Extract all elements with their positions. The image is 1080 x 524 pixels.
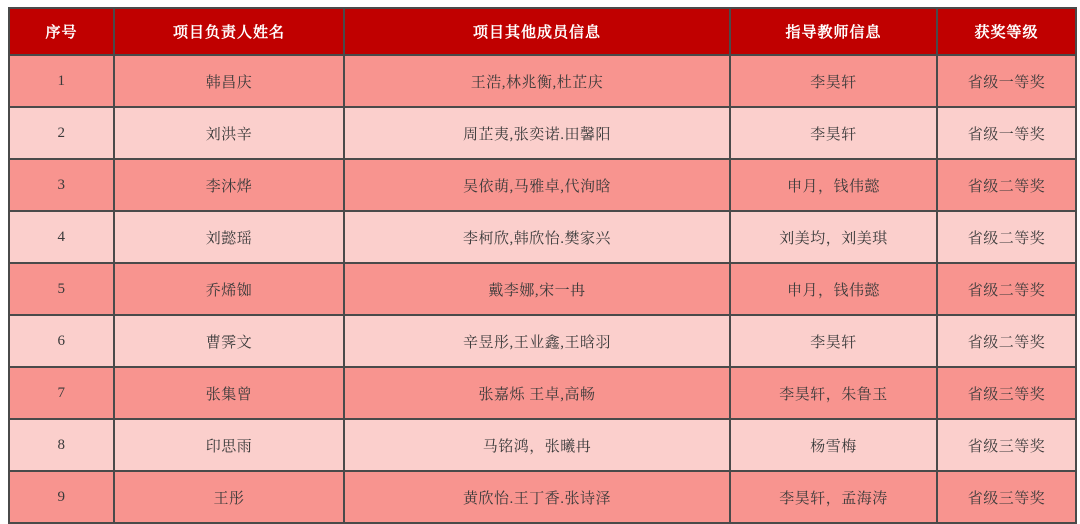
cell-award-level: 省级一等奖 bbox=[937, 107, 1076, 159]
table-row bbox=[9, 159, 1076, 211]
column-header-members: 项目其他成员信息 bbox=[344, 8, 730, 55]
cell-members: 张嘉烁 王卓,高畅 bbox=[344, 367, 730, 419]
table-row bbox=[9, 107, 1076, 159]
cell-leader-name: 刘洪辛 bbox=[114, 107, 344, 159]
cell-index: 9 bbox=[9, 471, 114, 523]
cell-teachers: 杨雪梅 bbox=[730, 419, 937, 471]
cell-leader-name: 张集曾 bbox=[114, 367, 344, 419]
cell-award-level: 省级一等奖 bbox=[937, 55, 1076, 107]
table-row bbox=[9, 55, 1076, 107]
cell-index: 5 bbox=[9, 263, 114, 315]
cell-leader-name: 刘懿瑶 bbox=[114, 211, 344, 263]
cell-members: 辛昱彤,王业鑫,王晗羽 bbox=[344, 315, 730, 367]
table-row bbox=[9, 367, 1076, 419]
cell-members: 周芷夷,张奕诺.田馨阳 bbox=[344, 107, 730, 159]
cell-members: 李柯欣,韩欣怡.樊家兴 bbox=[344, 211, 730, 263]
cell-index: 2 bbox=[9, 107, 114, 159]
table-body bbox=[9, 55, 1076, 523]
cell-leader-name: 印思雨 bbox=[114, 419, 344, 471]
cell-award-level: 省级三等奖 bbox=[937, 471, 1076, 523]
table-row bbox=[9, 471, 1076, 523]
cell-index: 4 bbox=[9, 211, 114, 263]
cell-index: 3 bbox=[9, 159, 114, 211]
cell-award-level: 省级二等奖 bbox=[937, 159, 1076, 211]
cell-leader-name: 乔烯铷 bbox=[114, 263, 344, 315]
cell-award-level: 省级二等奖 bbox=[937, 263, 1076, 315]
column-header-leader: 项目负责人姓名 bbox=[114, 8, 344, 55]
cell-members: 吴依萌,马雅卓,代洵晗 bbox=[344, 159, 730, 211]
cell-leader-name: 王彤 bbox=[114, 471, 344, 523]
column-header-index: 序号 bbox=[9, 8, 114, 55]
cell-award-level: 省级三等奖 bbox=[937, 367, 1076, 419]
cell-award-level: 省级二等奖 bbox=[937, 211, 1076, 263]
cell-members: 马铭鸿，张曦冉 bbox=[344, 419, 730, 471]
cell-leader-name: 曹霁文 bbox=[114, 315, 344, 367]
table-row bbox=[9, 315, 1076, 367]
cell-leader-name: 韩昌庆 bbox=[114, 55, 344, 107]
table-row bbox=[9, 211, 1076, 263]
cell-award-level: 省级三等奖 bbox=[937, 419, 1076, 471]
cell-teachers: 李昊轩，朱鲁玉 bbox=[730, 367, 937, 419]
cell-teachers: 李昊轩 bbox=[730, 107, 937, 159]
cell-index: 7 bbox=[9, 367, 114, 419]
cell-teachers: 申月，钱伟懿 bbox=[730, 263, 937, 315]
table-row bbox=[9, 419, 1076, 471]
table-row bbox=[9, 263, 1076, 315]
cell-teachers: 李昊轩 bbox=[730, 315, 937, 367]
cell-index: 6 bbox=[9, 315, 114, 367]
column-header-teachers: 指导教师信息 bbox=[730, 8, 937, 55]
cell-award-level: 省级二等奖 bbox=[937, 315, 1076, 367]
column-header-award: 获奖等级 bbox=[937, 8, 1076, 55]
cell-index: 1 bbox=[9, 55, 114, 107]
cell-teachers: 刘美均，刘美琪 bbox=[730, 211, 937, 263]
cell-teachers: 申月，钱伟懿 bbox=[730, 159, 937, 211]
award-table bbox=[8, 7, 1077, 524]
cell-teachers: 李昊轩，孟海涛 bbox=[730, 471, 937, 523]
cell-members: 王浩,林兆衡,杜芷庆 bbox=[344, 55, 730, 107]
cell-index: 8 bbox=[9, 419, 114, 471]
cell-members: 戴李娜,宋一冉 bbox=[344, 263, 730, 315]
cell-members: 黄欣怡.王丁香.张诗泽 bbox=[344, 471, 730, 523]
cell-leader-name: 李沐烨 bbox=[114, 159, 344, 211]
cell-teachers: 李昊轩 bbox=[730, 55, 937, 107]
table-header-row bbox=[9, 8, 1076, 55]
